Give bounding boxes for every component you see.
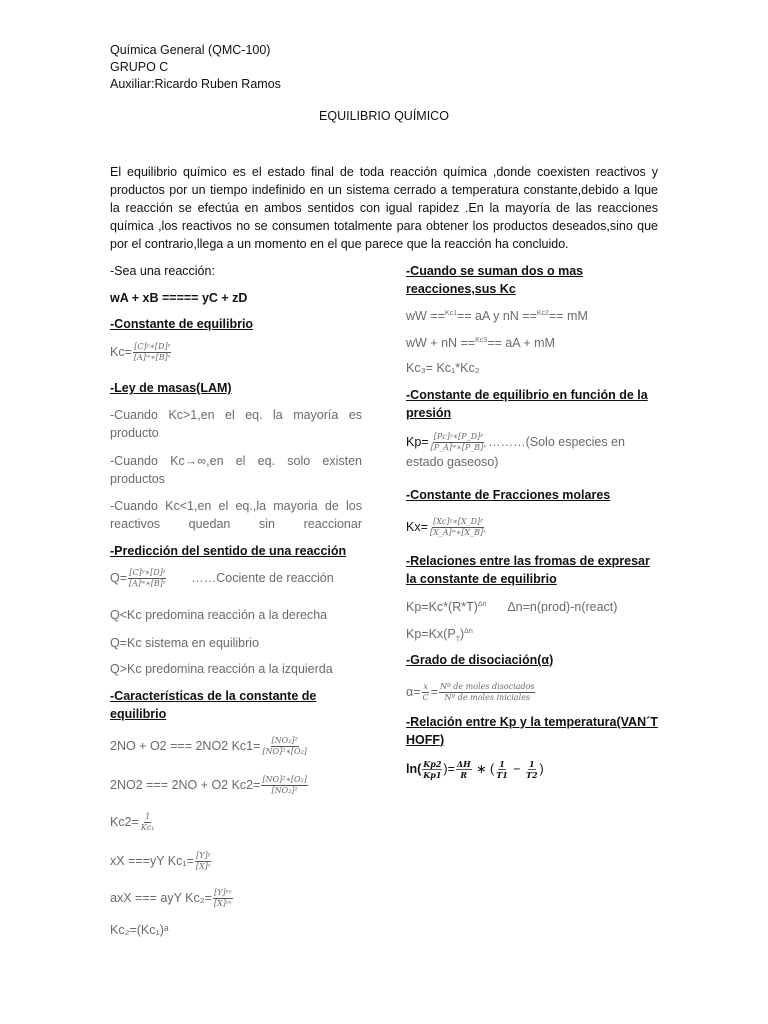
example-4-denominator: [X]ˣ [195, 862, 211, 871]
assistant-name: Auxiliar:Ricardo Ruben Ramos [110, 77, 281, 91]
document-header [110, 42, 281, 93]
kp-prefix: Kp= [406, 434, 429, 449]
inverse-t1-fraction [495, 759, 509, 780]
intro-paragraph: El equilibrio químico es el estado final de toda reacción química ,donde coexisten reactivos y productos por un tiempo indefinido en un sistema cerrado a temperatura constante,debido a lque la reacción se efectúa en ambos sentidos con igual rapidez .En la mayoría de las reacciones química ,los reactivos no se consumen totalmente para obtener los productos deseados,sino que por el contrario,llega a un momento en el que parece que la reacción ha concluido. [110, 165, 658, 251]
vant-hoff-formula [406, 759, 658, 780]
heading-sum-reactions: -Cuando se suman dos o mas reacciones,sus Kc [406, 264, 584, 296]
example-5-fraction [213, 888, 233, 909]
relation-kp-kc-exp: Δn [477, 601, 487, 608]
q-formula [110, 568, 362, 589]
close-paren: ) [539, 761, 544, 776]
sum-line-1-k2: Kc2 [536, 310, 549, 317]
kp-label: ………(Solo especies en estado gaseoso) [406, 434, 625, 469]
kc-fraction [133, 342, 172, 363]
example-4 [110, 851, 362, 872]
course-name: Química General (QMC-100) [110, 43, 271, 57]
reaction-intro: -Sea una reacción: [110, 264, 215, 278]
t1-numerator: 1 [499, 759, 505, 769]
mass-law-case-3: -Cuando Kc<1,en el eq.,la mayoria de los reactivos quedan sin reaccionar [110, 499, 362, 531]
example-2-denominator: [NO₂]² [271, 786, 298, 795]
kp-fraction [430, 432, 488, 453]
t2-numerator: 1 [528, 759, 535, 769]
sum-line-1-a: wW == [406, 309, 445, 324]
mass-law-case-1: -Cuando Kc>1,en el eq. la mayoría es producto [110, 408, 362, 440]
alpha-denominator-1: C [422, 693, 429, 702]
q-prefix: Q= [110, 570, 128, 585]
kp-denominator: [P_A]ʷ∗[P_B]ˣ [430, 443, 487, 452]
heading-characteristics: -Características de la constante de equilibrio [110, 689, 317, 721]
ln-prefix: ln( [406, 761, 422, 776]
q-numerator: [C]ʸ∗[D]ᶻ [129, 568, 166, 577]
kp-numerator: [Pc]ʸ∗[P_D]ᶻ [433, 432, 483, 441]
example-5-text: axX === ayY Kc₂= [110, 890, 212, 905]
example-2-fraction [261, 775, 307, 796]
q-label: ……Cociente de reacción [191, 570, 334, 585]
sum-line-1-k1: Kc1 [444, 310, 457, 317]
kx-fraction [429, 517, 487, 538]
group-name: GRUPO C [110, 60, 169, 74]
kp-ratio-denominator: Kp1 [423, 770, 442, 780]
alpha-denominator-2: Nº de moles iniciales [444, 693, 530, 702]
example-1 [110, 736, 362, 757]
alpha-prefix: α= [406, 684, 421, 699]
q-denominator: [A]ʷ∗[B]ˣ [129, 579, 166, 588]
sum-line-1-c: == mM [548, 309, 588, 324]
kx-numerator: [Xc]ʸ∗[X_D]ᶻ [433, 517, 483, 526]
heading-prediction: -Predicción del sentido de una reacción [110, 544, 347, 558]
kc3-product: Kc₃= Kc₁*Kc₂ [406, 361, 480, 375]
example-4-numerator: [Y]ʸ [196, 851, 211, 860]
kx-formula [406, 517, 658, 538]
kp-formula [406, 432, 658, 471]
inverse-t2-fraction [525, 759, 539, 780]
heading-pressure-constant: -Constante de equilibrio en función de la presión [406, 388, 648, 420]
example-1-fraction [261, 736, 307, 757]
relation-kp-kx [406, 623, 658, 650]
example-1-denominator: [NO]²∗[O₂] [262, 747, 307, 756]
kc-formula [110, 342, 362, 363]
example-3-fraction [140, 812, 156, 833]
alpha-fraction-2 [439, 682, 536, 703]
heading-equilibrium-constant: -Constante de equilibrio [110, 317, 254, 331]
alpha-numerator-1: x [423, 682, 428, 691]
mass-law-case-2: -Cuando Kc→∞,en el eq. solo existen productos [110, 454, 362, 486]
example-1-text: 2NO + O2 === 2NO2 Kc1= [110, 738, 261, 753]
dh-numerator: ΔH [456, 759, 471, 769]
kx-denominator: [X_A]ʷ∗[X_B]ˣ [429, 528, 487, 537]
relation-kp-kx-sub: T [455, 636, 460, 644]
kc-denominator: [A]ʷ∗[B]ˣ [133, 353, 171, 362]
q-rule-1: Q<Kc predomina reacción a la derecha [110, 608, 328, 622]
example-3-text: Kc2= [110, 814, 139, 829]
example-4-text: xX ===yY Kc₁= [110, 853, 194, 868]
general-reaction: wA + xB ===== yC + zD [110, 291, 248, 305]
sum-line-2 [406, 332, 658, 352]
heading-dissociation: -Grado de disociación(α) [406, 653, 554, 667]
alpha-equals: = [430, 684, 438, 699]
alpha-formula [406, 682, 658, 703]
minus-sign: − [509, 761, 525, 776]
sum-line-2-a: wW + nN == [406, 336, 476, 351]
example-5 [110, 888, 362, 909]
relation-kp-kx-close: ) [459, 627, 465, 642]
alpha-numerator-2: Nº de moles disociados [439, 682, 535, 691]
sum-line-2-b: == aA + mM [487, 336, 555, 351]
dh-fraction [456, 759, 472, 780]
q-rule-3: Q>Kc predomina reacción a la izquierda [110, 662, 333, 676]
relation-kp-kx-text: Kp=Kx(P [406, 627, 456, 642]
ln-equals: )= [443, 761, 455, 776]
example-4-fraction [195, 851, 212, 872]
sum-line-1 [406, 305, 658, 325]
example-3-denominator: Kc₁ [140, 823, 155, 832]
kx-prefix: Kx= [406, 519, 428, 534]
sum-line-2-k3: Kc3 [475, 337, 488, 344]
t2-denominator: T2 [526, 770, 538, 780]
example-2 [110, 775, 362, 796]
dh-denominator: R [460, 770, 468, 780]
example-3-numerator: 1 [145, 812, 151, 821]
example-2-text: 2NO2 === 2NO + O2 Kc2= [110, 777, 261, 792]
alpha-fraction-1 [422, 682, 430, 703]
q-fraction [128, 568, 167, 589]
example-6: Kc₂=(Kc₁)ᵃ [110, 923, 169, 937]
example-5-numerator: [Y]ᵃʸ [214, 888, 232, 897]
sum-line-1-b: == aA y nN == [456, 309, 537, 324]
relation-kp-kx-exp: Δn [464, 628, 473, 635]
example-5-denominator: [X]ᵃˣ [213, 899, 232, 908]
page-title: EQUILIBRIO QUÍMICO [319, 109, 449, 123]
q-rule-2: Q=Kc sistema en equilibrio [110, 636, 260, 650]
kp-ratio-fraction [422, 759, 442, 780]
heading-molar-fractions: -Constante de Fracciones molares [406, 488, 611, 502]
heading-mass-law: -Ley de masas(LAM) [110, 381, 232, 395]
times-open: ∗ ( [472, 761, 495, 776]
relation-kp-kc-text: Kp=Kc*(R*T) [406, 600, 478, 615]
example-2-numerator: [NO]²∗[O₂] [262, 775, 307, 784]
relation-kp-kc [406, 596, 658, 616]
example-3 [110, 812, 362, 833]
delta-n-definition: Δn=n(prod)-n(react) [486, 600, 618, 615]
t1-denominator: T1 [496, 770, 508, 780]
heading-vant-hoff: -Relación entre Kp y la temperatura(VAN´T HOFF) [406, 715, 658, 747]
kp-ratio-numerator: Kp2 [423, 759, 442, 769]
heading-relations: -Relaciones entre las fromas de expresar la constante de equilibrio [406, 554, 650, 586]
kc-numerator: [C]ʸ∗[D]ᶻ [134, 342, 171, 351]
example-1-numerator: [NO₂]² [271, 736, 298, 745]
kc-prefix: Kc= [110, 344, 132, 359]
